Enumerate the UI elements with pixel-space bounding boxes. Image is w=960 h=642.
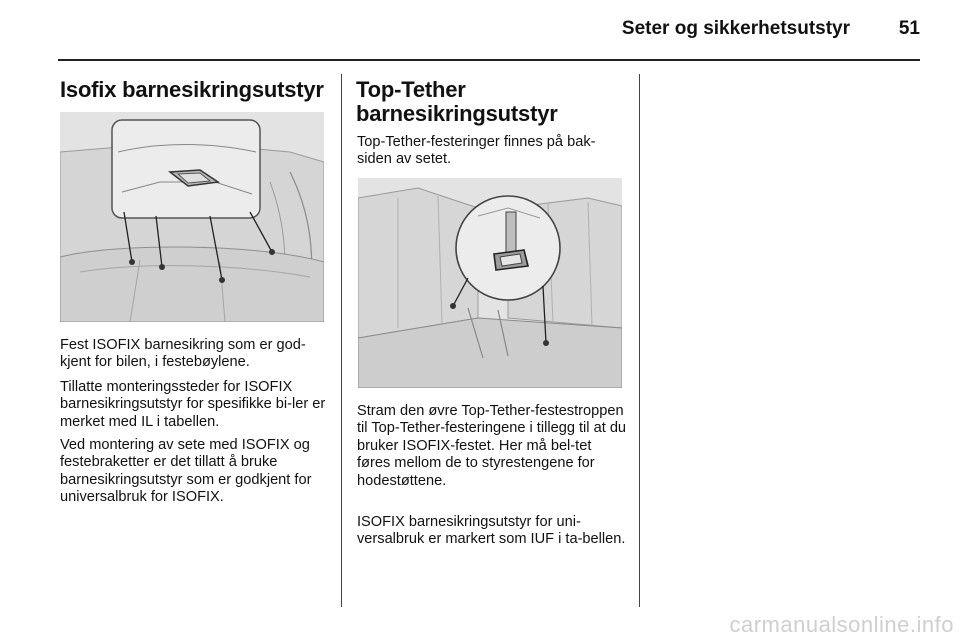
top-tether-intro: Top-Tether-festeringer finnes på bak-siden av setet. xyxy=(357,134,596,168)
watermark: carmanualsonline.info xyxy=(729,612,954,637)
column-divider-left xyxy=(341,74,342,607)
header-rule xyxy=(58,59,920,61)
isofix-heading: Isofix barnesikringsutstyr xyxy=(60,77,324,102)
top-tether-paragraph-2: ISOFIX barnesikringsutstyr for uni-versalbruk er markert som IUF i ta-bellen. xyxy=(357,514,626,548)
isofix-paragraph-2: Tillatte monteringssteder for ISOFIX barnesikringsutstyr for spesifikke bi-ler er merket med IL i tabellen. xyxy=(60,379,326,430)
top-tether-anchor-illustration-icon xyxy=(358,178,622,388)
top-tether-paragraph-1: Stram den øvre Top-Tether-festestroppen til Top-Tether-festeringene i tillegg til at du bruker ISOFIX-festet. Her må bel-tet føres mellom de to styrestengene for hodestøttene. xyxy=(357,403,627,489)
page-number: 51 xyxy=(898,18,920,39)
column-divider-right xyxy=(639,74,640,607)
top-tether-heading: Top-Tether barnesikringsutstyr xyxy=(356,77,558,126)
isofix-anchor-illustration-icon xyxy=(60,112,324,322)
top-tether-figure xyxy=(358,178,622,388)
isofix-paragraph-1: Fest ISOFIX barnesikring som er god-kjent for bilen, i festebøylene. xyxy=(60,337,306,371)
isofix-paragraph-3: Ved montering av sete med ISOFIX og festebraketter er det tillatt å bruke barnesikringsutstyr som er godkjent for universalbruk for ISOFIX. xyxy=(60,437,312,506)
isofix-figure xyxy=(60,112,324,322)
page-header-title: Seter og sikkerhetsutstyr xyxy=(621,18,850,39)
